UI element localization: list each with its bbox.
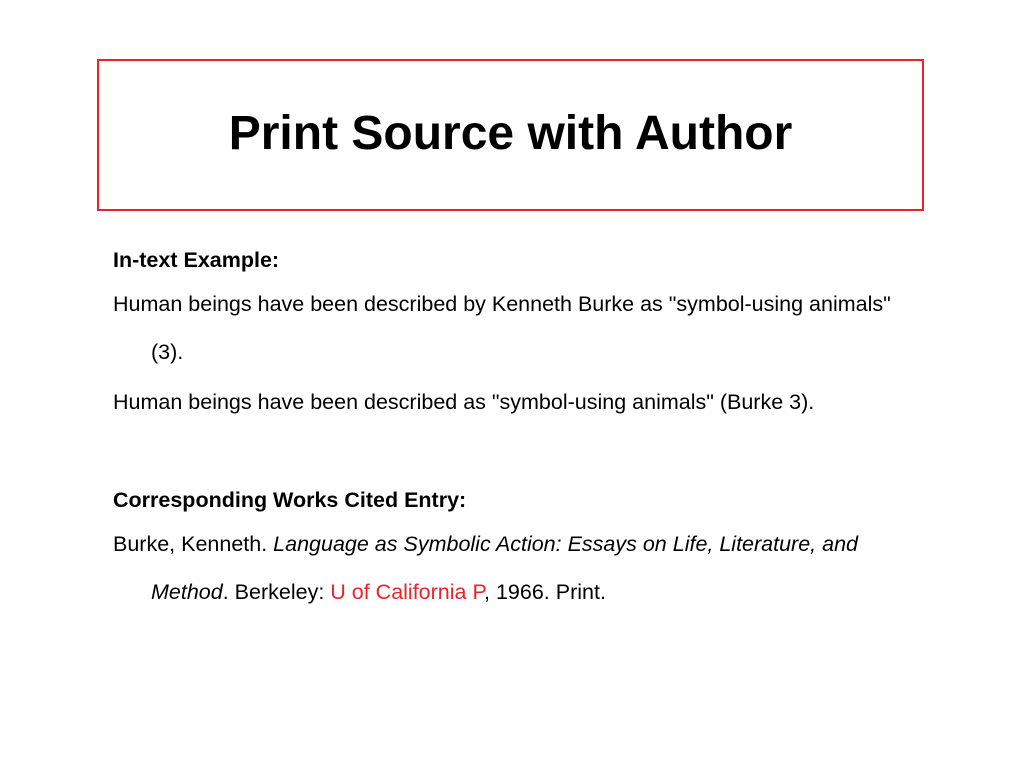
slide-content xyxy=(113,236,903,618)
intext-example-1: Human beings have been described by Kenneth Burke as "symbol-using animals" (3). xyxy=(113,292,891,364)
slide-title: Print Source with Author xyxy=(228,106,793,160)
works-cited-entry xyxy=(113,520,903,616)
title-box xyxy=(97,59,924,211)
citation-publisher: U of California P xyxy=(330,580,485,604)
citation-end: , 1966. Print. xyxy=(484,580,606,604)
citation-book-title: Language as Symbolic Action: Essays on Life, Literature, and Method xyxy=(151,532,858,604)
spacer xyxy=(113,428,903,476)
intext-example-2: Human beings have been described as "symbol-using animals" (Burke 3). xyxy=(113,390,815,414)
citation-author: Burke, Kenneth. xyxy=(113,532,274,556)
citation-city: . Berkeley: xyxy=(222,580,331,604)
intext-heading: In-text Example: xyxy=(113,248,280,272)
works-cited-heading: Corresponding Works Cited Entry: xyxy=(113,488,467,512)
